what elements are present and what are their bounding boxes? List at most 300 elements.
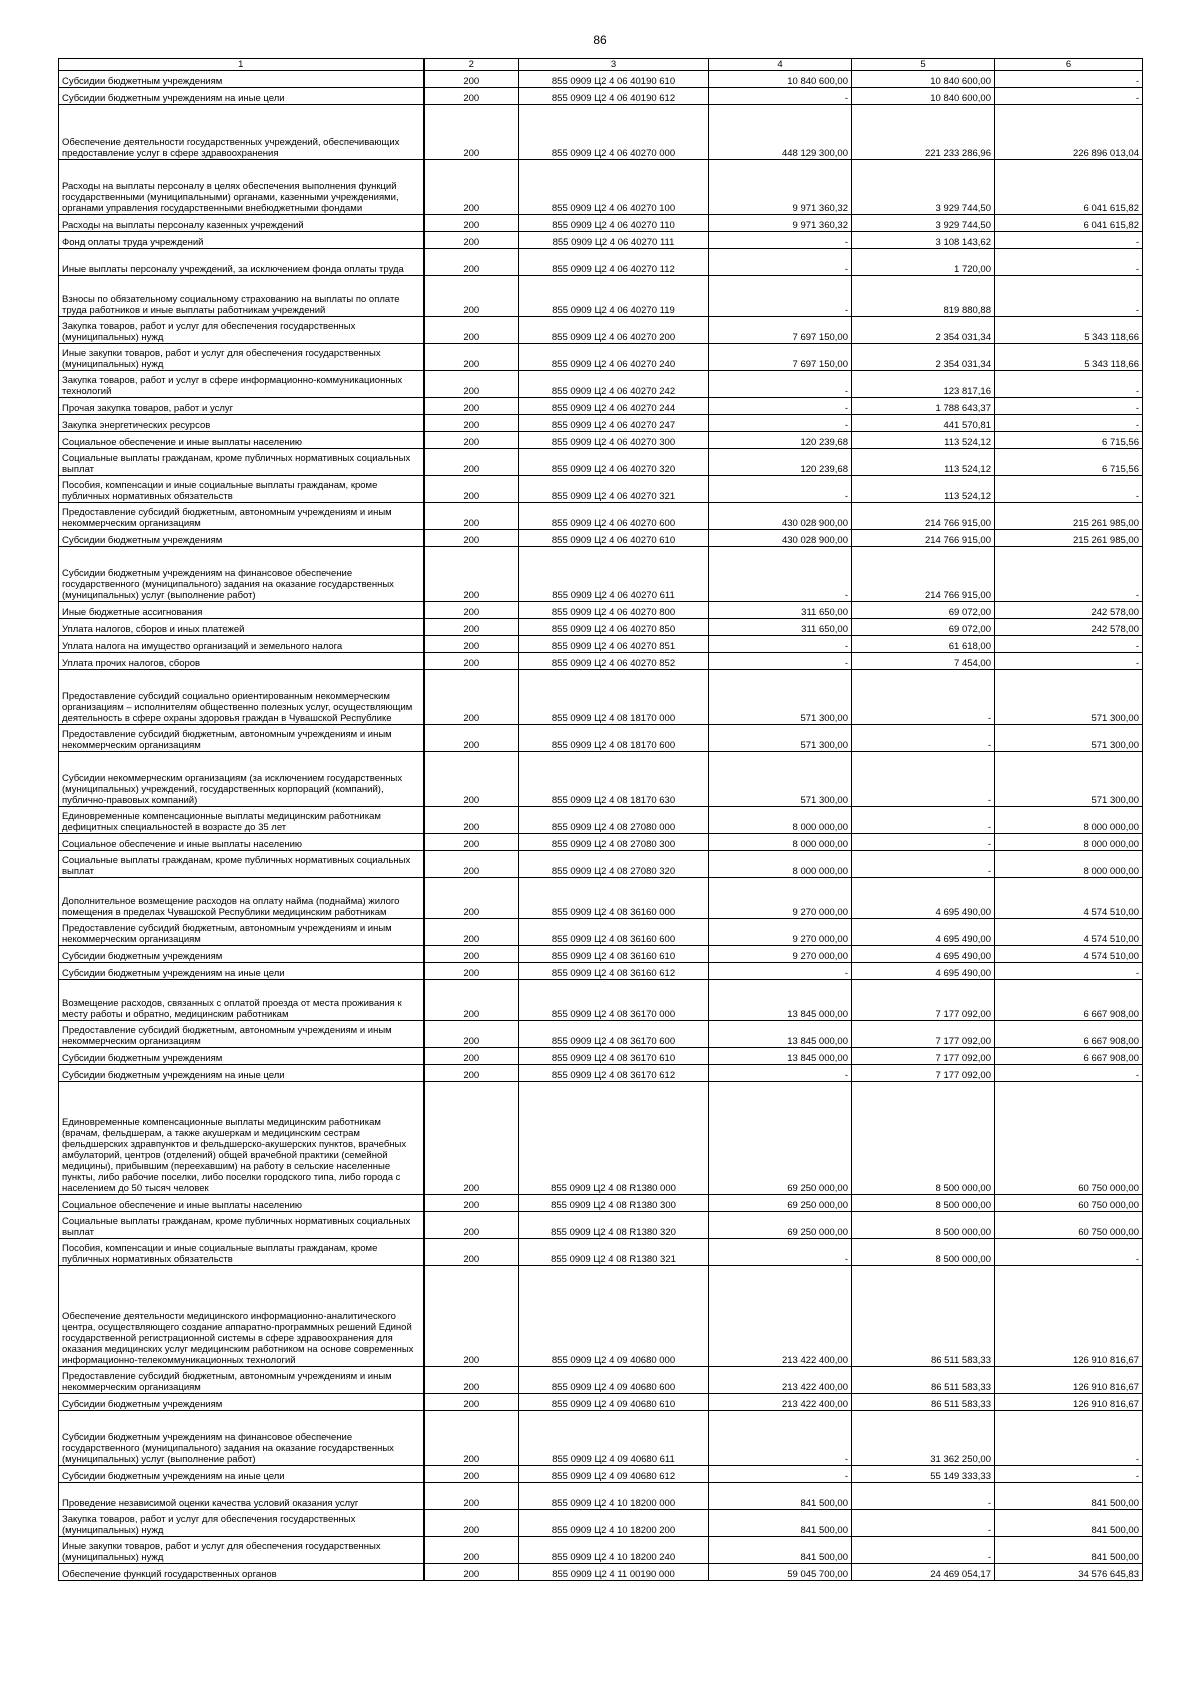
row-name-cell: Прочая закупка товаров, работ и услуг: [59, 398, 424, 415]
row-value-col4: 120 239,68: [709, 449, 852, 476]
row-col2-cell: 200: [424, 619, 519, 636]
row-value-col5: -: [852, 670, 995, 725]
row-value-col4: 7 697 150,00: [709, 317, 852, 344]
row-value-col4: 13 845 000,00: [709, 1021, 852, 1048]
row-code-cell: 855 0909 Ц2 4 06 40270 244: [519, 398, 709, 415]
row-value-col4: 430 028 900,00: [709, 530, 852, 547]
row-code-cell: 855 0909 Ц2 4 08 36160 600: [519, 919, 709, 946]
row-value-col6: 8 000 000,00: [995, 851, 1143, 878]
row-value-col6: 841 500,00: [995, 1510, 1143, 1537]
table-row: [59, 449, 1143, 476]
row-name-cell: Обеспечение деятельности медицинского информационно-аналитического центра, осуществляющего создание аппаратно-программных решений Единой государственной регистрационной системы в сфере здравоохранения для оказания медицинских услуг медицинским работником на основе современных информационно-телекоммуникационных технологий: [59, 1266, 424, 1367]
row-code-cell: 855 0909 Ц2 4 06 40270 851: [519, 636, 709, 653]
table-row: [59, 851, 1143, 878]
row-col2-cell: 200: [424, 1195, 519, 1212]
row-value-col6: 242 578,00: [995, 619, 1143, 636]
row-value-col5: 4 695 490,00: [852, 946, 995, 963]
row-name-cell: Иные выплаты персоналу учреждений, за исключением фонда оплаты труда: [59, 249, 424, 276]
row-value-col6: -: [995, 547, 1143, 602]
row-value-col4: -: [709, 232, 852, 249]
row-code-cell: 855 0909 Ц2 4 08 36170 000: [519, 980, 709, 1021]
row-value-col5: 86 511 583,33: [852, 1367, 995, 1394]
row-value-col6: 126 910 816,67: [995, 1394, 1143, 1411]
row-value-col5: 123 817,16: [852, 371, 995, 398]
row-col2-cell: 200: [424, 963, 519, 980]
table-row: [59, 232, 1143, 249]
row-value-col4: -: [709, 88, 852, 105]
row-value-col4: -: [709, 476, 852, 503]
table-row: [59, 1021, 1143, 1048]
row-col2-cell: 200: [424, 1537, 519, 1564]
row-code-cell: 855 0909 Ц2 4 06 40270 119: [519, 276, 709, 317]
table-row: [59, 71, 1143, 88]
row-value-col6: -: [995, 476, 1143, 503]
table-row: [59, 215, 1143, 232]
row-code-cell: 855 0909 Ц2 4 06 40270 320: [519, 449, 709, 476]
row-col2-cell: 200: [424, 919, 519, 946]
row-col2-cell: 200: [424, 1466, 519, 1483]
row-col2-cell: 200: [424, 670, 519, 725]
row-value-col4: -: [709, 276, 852, 317]
row-value-col4: 9 971 360,32: [709, 160, 852, 215]
row-col2-cell: 200: [424, 1564, 519, 1581]
row-name-cell: Закупка товаров, работ и услуг для обеспечения государственных (муниципальных) нужд: [59, 1510, 424, 1537]
row-value-col6: 8 000 000,00: [995, 807, 1143, 834]
row-value-col5: -: [852, 1510, 995, 1537]
row-value-col5: 86 511 583,33: [852, 1394, 995, 1411]
row-value-col4: 311 650,00: [709, 619, 852, 636]
row-value-col4: 311 650,00: [709, 602, 852, 619]
row-value-col4: 9 270 000,00: [709, 946, 852, 963]
row-value-col4: -: [709, 653, 852, 670]
row-value-col5: -: [852, 1483, 995, 1510]
row-name-cell: Субсидии бюджетным учреждениям: [59, 530, 424, 547]
table-row: [59, 105, 1143, 160]
row-code-cell: 855 0909 Ц2 4 06 40270 610: [519, 530, 709, 547]
table-row: [59, 249, 1143, 276]
row-code-cell: 855 0909 Ц2 4 06 40270 112: [519, 249, 709, 276]
row-name-cell: Единовременные компенсационные выплаты медицинским работникам (врачам, фельдшерам, а также акушеркам и медицинским сестрам фельдшерских здравпунктов и фельдшерско-акушерских пунктов, врачебных амбулаторий, центров (отделений) общей врачебной практики (семейной медицины), прибывшим (переехавшим) на работу в сельские населенные пункты, либо рабочие поселки, либо поселки городского типа, либо города с населением до 50 тысяч человек: [59, 1082, 424, 1195]
table-row: [59, 653, 1143, 670]
row-value-col5: 10 840 600,00: [852, 71, 995, 88]
row-code-cell: 855 0909 Ц2 4 06 40190 610: [519, 71, 709, 88]
row-code-cell: 855 0909 Ц2 4 06 40270 100: [519, 160, 709, 215]
row-value-col4: -: [709, 1466, 852, 1483]
row-value-col6: -: [995, 1466, 1143, 1483]
row-value-col4: 571 300,00: [709, 670, 852, 725]
row-value-col5: 113 524,12: [852, 449, 995, 476]
row-code-cell: 855 0909 Ц2 4 08 18170 600: [519, 725, 709, 752]
table-row: [59, 503, 1143, 530]
row-value-col4: 69 250 000,00: [709, 1082, 852, 1195]
row-name-cell: Иные закупки товаров, работ и услуг для обеспечения государственных (муниципальных) нужд: [59, 1537, 424, 1564]
row-value-col4: -: [709, 415, 852, 432]
row-col2-cell: 200: [424, 1411, 519, 1466]
row-value-col4: 8 000 000,00: [709, 834, 852, 851]
table-row: [59, 946, 1143, 963]
row-col2-cell: 200: [424, 415, 519, 432]
row-value-col5: 113 524,12: [852, 476, 995, 503]
row-value-col6: 6 041 615,82: [995, 215, 1143, 232]
table-row: [59, 980, 1143, 1021]
row-name-cell: Обеспечение деятельности государственных учреждений, обеспечивающих предоставление услуг в сфере здравоохранения: [59, 105, 424, 160]
row-value-col5: -: [852, 834, 995, 851]
row-value-col6: 126 910 816,67: [995, 1367, 1143, 1394]
row-value-col5: -: [852, 851, 995, 878]
row-col2-cell: 200: [424, 476, 519, 503]
row-value-col6: 571 300,00: [995, 752, 1143, 807]
row-value-col5: 2 354 031,34: [852, 317, 995, 344]
row-name-cell: Закупка товаров, работ и услуг для обеспечения государственных (муниципальных) нужд: [59, 317, 424, 344]
table-row: [59, 432, 1143, 449]
row-value-col4: 8 000 000,00: [709, 851, 852, 878]
row-value-col6: 6 715,56: [995, 449, 1143, 476]
row-value-col4: -: [709, 1065, 852, 1082]
row-code-cell: 855 0909 Ц2 4 06 40270 247: [519, 415, 709, 432]
row-value-col6: 6 041 615,82: [995, 160, 1143, 215]
row-col2-cell: 200: [424, 980, 519, 1021]
row-value-col6: 4 574 510,00: [995, 919, 1143, 946]
row-value-col4: 7 697 150,00: [709, 344, 852, 371]
row-value-col4: -: [709, 371, 852, 398]
row-col2-cell: 200: [424, 88, 519, 105]
row-value-col4: 213 422 400,00: [709, 1394, 852, 1411]
row-name-cell: Предоставление субсидий бюджетным, автономным учреждениям и иным некоммерческим организациям: [59, 1021, 424, 1048]
row-code-cell: 855 0909 Ц2 4 10 18200 000: [519, 1483, 709, 1510]
row-col2-cell: 200: [424, 160, 519, 215]
table-row: [59, 371, 1143, 398]
table-row: [59, 476, 1143, 503]
table-row: [59, 1048, 1143, 1065]
row-value-col5: 55 149 333,33: [852, 1466, 995, 1483]
row-value-col5: 214 766 915,00: [852, 503, 995, 530]
row-value-col5: 8 500 000,00: [852, 1212, 995, 1239]
table-row: [59, 1564, 1143, 1581]
row-value-col4: 213 422 400,00: [709, 1367, 852, 1394]
row-value-col4: -: [709, 547, 852, 602]
row-value-col6: -: [995, 415, 1143, 432]
row-name-cell: Субсидии бюджетным учреждениям на финансовое обеспечение государственного (муниципального) задания на оказание государственных (муниципальных) услуг (выполнение работ): [59, 547, 424, 602]
row-name-cell: Субсидии некоммерческим организациям (за исключением государственных (муниципальных) учреждений, государственных корпораций (компаний), публично-правовых компаний): [59, 752, 424, 807]
row-name-cell: Субсидии бюджетным учреждениям на иные цели: [59, 963, 424, 980]
row-code-cell: 855 0909 Ц2 4 06 40190 612: [519, 88, 709, 105]
table-row: [59, 807, 1143, 834]
row-name-cell: Предоставление субсидий бюджетным, автономным учреждениям и иным некоммерческим организациям: [59, 1367, 424, 1394]
row-name-cell: Социальные выплаты гражданам, кроме публичных нормативных социальных выплат: [59, 851, 424, 878]
row-col2-cell: 200: [424, 449, 519, 476]
table-row: [59, 636, 1143, 653]
row-value-col6: 4 574 510,00: [995, 878, 1143, 919]
row-name-cell: Обеспечение функций государственных органов: [59, 1564, 424, 1581]
row-col2-cell: 200: [424, 1483, 519, 1510]
row-col2-cell: 200: [424, 398, 519, 415]
table-row: [59, 602, 1143, 619]
table-row: [59, 752, 1143, 807]
row-value-col5: 10 840 600,00: [852, 88, 995, 105]
row-value-col6: -: [995, 963, 1143, 980]
row-value-col5: 441 570,81: [852, 415, 995, 432]
row-value-col6: -: [995, 398, 1143, 415]
row-value-col6: 6 667 908,00: [995, 980, 1143, 1021]
row-code-cell: 855 0909 Ц2 4 08 36170 610: [519, 1048, 709, 1065]
table-row: [59, 415, 1143, 432]
row-value-col6: 841 500,00: [995, 1483, 1143, 1510]
row-value-col5: -: [852, 807, 995, 834]
row-value-col5: 8 500 000,00: [852, 1195, 995, 1212]
row-value-col4: 9 270 000,00: [709, 919, 852, 946]
row-value-col4: -: [709, 1239, 852, 1266]
row-col2-cell: 200: [424, 105, 519, 160]
row-value-col6: 226 896 013,04: [995, 105, 1143, 160]
table-row: [59, 834, 1143, 851]
row-col2-cell: 200: [424, 1082, 519, 1195]
header-col-4: 4: [709, 59, 852, 71]
row-value-col6: 6 715,56: [995, 432, 1143, 449]
page-number: 86: [593, 33, 607, 47]
row-value-col5: 4 695 490,00: [852, 878, 995, 919]
row-value-col4: 571 300,00: [709, 752, 852, 807]
row-value-col4: 10 840 600,00: [709, 71, 852, 88]
row-code-cell: 855 0909 Ц2 4 06 40270 611: [519, 547, 709, 602]
row-col2-cell: 200: [424, 215, 519, 232]
row-col2-cell: 200: [424, 1510, 519, 1537]
row-code-cell: 855 0909 Ц2 4 08 R1380 300: [519, 1195, 709, 1212]
row-col2-cell: 200: [424, 1266, 519, 1367]
row-value-col6: 571 300,00: [995, 670, 1143, 725]
row-name-cell: Субсидии бюджетным учреждениям на иные цели: [59, 1466, 424, 1483]
row-value-col5: -: [852, 752, 995, 807]
row-value-col6: 242 578,00: [995, 602, 1143, 619]
row-name-cell: Пособия, компенсации и иные социальные выплаты гражданам, кроме публичных нормативных обязательств: [59, 476, 424, 503]
row-value-col5: 7 177 092,00: [852, 1048, 995, 1065]
row-col2-cell: 200: [424, 602, 519, 619]
row-col2-cell: 200: [424, 317, 519, 344]
table-row: [59, 670, 1143, 725]
table-row: [59, 1082, 1143, 1195]
row-col2-cell: 200: [424, 725, 519, 752]
row-value-col5: 7 177 092,00: [852, 1065, 995, 1082]
row-value-col5: 3 929 744,50: [852, 215, 995, 232]
row-code-cell: 855 0909 Ц2 4 08 36160 610: [519, 946, 709, 963]
row-value-col4: 841 500,00: [709, 1537, 852, 1564]
row-code-cell: 855 0909 Ц2 4 08 36170 600: [519, 1021, 709, 1048]
row-code-cell: 855 0909 Ц2 4 06 40270 850: [519, 619, 709, 636]
row-value-col6: -: [995, 636, 1143, 653]
table-row: [59, 1411, 1143, 1466]
row-name-cell: Иные бюджетные ассигнования: [59, 602, 424, 619]
row-value-col4: 59 045 700,00: [709, 1564, 852, 1581]
row-value-col6: 5 343 118,66: [995, 344, 1143, 371]
row-value-col4: -: [709, 636, 852, 653]
row-value-col6: 60 750 000,00: [995, 1212, 1143, 1239]
row-name-cell: Фонд оплаты труда учреждений: [59, 232, 424, 249]
row-code-cell: 855 0909 Ц2 4 09 40680 612: [519, 1466, 709, 1483]
row-code-cell: 855 0909 Ц2 4 09 40680 600: [519, 1367, 709, 1394]
row-value-col4: 430 028 900,00: [709, 503, 852, 530]
row-code-cell: 855 0909 Ц2 4 08 36160 612: [519, 963, 709, 980]
row-value-col4: -: [709, 963, 852, 980]
row-name-cell: Предоставление субсидий социально ориентированным некоммерческим организациям – исполнителям общественно полезных услуг, осуществляющим деятельность в сфере охраны здоровья граждан в Чувашской Республике: [59, 670, 424, 725]
row-code-cell: 855 0909 Ц2 4 06 40270 300: [519, 432, 709, 449]
row-col2-cell: 200: [424, 547, 519, 602]
table-row: [59, 1065, 1143, 1082]
row-value-col5: 819 880,88: [852, 276, 995, 317]
row-value-col6: 126 910 816,67: [995, 1266, 1143, 1367]
row-value-col4: -: [709, 398, 852, 415]
row-value-col5: 3 108 143,62: [852, 232, 995, 249]
row-value-col5: 8 500 000,00: [852, 1239, 995, 1266]
row-value-col6: -: [995, 1411, 1143, 1466]
row-col2-cell: 200: [424, 878, 519, 919]
row-value-col4: 841 500,00: [709, 1510, 852, 1537]
row-code-cell: 855 0909 Ц2 4 08 27080 300: [519, 834, 709, 851]
row-value-col6: 215 261 985,00: [995, 530, 1143, 547]
row-col2-cell: 200: [424, 432, 519, 449]
row-col2-cell: 200: [424, 344, 519, 371]
row-value-col4: 69 250 000,00: [709, 1195, 852, 1212]
row-col2-cell: 200: [424, 503, 519, 530]
row-col2-cell: 200: [424, 653, 519, 670]
row-value-col6: 60 750 000,00: [995, 1195, 1143, 1212]
row-col2-cell: 200: [424, 1367, 519, 1394]
row-name-cell: Субсидии бюджетным учреждениям: [59, 1394, 424, 1411]
row-name-cell: Предоставление субсидий бюджетным, автономным учреждениям и иным некоммерческим организациям: [59, 503, 424, 530]
row-value-col5: 69 072,00: [852, 619, 995, 636]
row-code-cell: 855 0909 Ц2 4 06 40270 200: [519, 317, 709, 344]
row-value-col5: 214 766 915,00: [852, 547, 995, 602]
row-col2-cell: 200: [424, 1048, 519, 1065]
row-code-cell: 855 0909 Ц2 4 09 40680 611: [519, 1411, 709, 1466]
row-col2-cell: 200: [424, 1212, 519, 1239]
row-value-col4: -: [709, 249, 852, 276]
row-value-col4: 448 129 300,00: [709, 105, 852, 160]
row-name-cell: Предоставление субсидий бюджетным, автономным учреждениям и иным некоммерческим организациям: [59, 725, 424, 752]
row-value-col4: 841 500,00: [709, 1483, 852, 1510]
table-row: [59, 88, 1143, 105]
header-row: [59, 59, 1143, 71]
header-col-1: 1: [59, 59, 424, 71]
row-value-col4: 9 270 000,00: [709, 878, 852, 919]
row-value-col6: -: [995, 653, 1143, 670]
row-name-cell: Социальное обеспечение и иные выплаты населению: [59, 1195, 424, 1212]
row-name-cell: Социальное обеспечение и иные выплаты населению: [59, 432, 424, 449]
row-name-cell: Иные закупки товаров, работ и услуг для обеспечения государственных (муниципальных) нужд: [59, 344, 424, 371]
row-code-cell: 855 0909 Ц2 4 08 27080 320: [519, 851, 709, 878]
table-row: [59, 1266, 1143, 1367]
table-row: [59, 1510, 1143, 1537]
row-col2-cell: 200: [424, 946, 519, 963]
row-name-cell: Закупка товаров, работ и услуг в сфере информационно-коммуникационных технологий: [59, 371, 424, 398]
table-row: [59, 919, 1143, 946]
table-row: [59, 547, 1143, 602]
row-value-col4: 571 300,00: [709, 725, 852, 752]
row-value-col6: 841 500,00: [995, 1537, 1143, 1564]
table-row: [59, 963, 1143, 980]
row-name-cell: Пособия, компенсации и иные социальные выплаты гражданам, кроме публичных нормативных обязательств: [59, 1239, 424, 1266]
row-code-cell: 855 0909 Ц2 4 06 40270 600: [519, 503, 709, 530]
row-code-cell: 855 0909 Ц2 4 06 40270 852: [519, 653, 709, 670]
table-row: [59, 317, 1143, 344]
header-col-6: 6: [995, 59, 1143, 71]
row-value-col4: 213 422 400,00: [709, 1266, 852, 1367]
table-row: [59, 1212, 1143, 1239]
header-col-3: 3: [519, 59, 709, 71]
row-value-col6: -: [995, 276, 1143, 317]
row-value-col6: 8 000 000,00: [995, 834, 1143, 851]
row-code-cell: 855 0909 Ц2 4 06 40270 110: [519, 215, 709, 232]
row-col2-cell: 200: [424, 851, 519, 878]
row-name-cell: Субсидии бюджетным учреждениям на иные цели: [59, 88, 424, 105]
row-code-cell: 855 0909 Ц2 4 06 40270 240: [519, 344, 709, 371]
row-name-cell: Субсидии бюджетным учреждениям на финансовое обеспечение государственного (муниципального) задания на оказание государственных (муниципальных) услуг (выполнение работ): [59, 1411, 424, 1466]
row-value-col6: 4 574 510,00: [995, 946, 1143, 963]
row-name-cell: Расходы на выплаты персоналу в целях обеспечения выполнения функций государственными (муниципальными) органами, казенными учреждениями, органами управления государственными внебюджетными фондами: [59, 160, 424, 215]
row-value-col6: 215 261 985,00: [995, 503, 1143, 530]
row-code-cell: 855 0909 Ц2 4 09 40680 000: [519, 1266, 709, 1367]
row-code-cell: 855 0909 Ц2 4 10 18200 200: [519, 1510, 709, 1537]
row-value-col5: 4 695 490,00: [852, 963, 995, 980]
row-code-cell: 855 0909 Ц2 4 08 27080 000: [519, 807, 709, 834]
row-col2-cell: 200: [424, 1065, 519, 1082]
row-code-cell: 855 0909 Ц2 4 09 40680 610: [519, 1394, 709, 1411]
header-col-5: 5: [852, 59, 995, 71]
table-row: [59, 398, 1143, 415]
row-value-col4: -: [709, 1411, 852, 1466]
row-code-cell: 855 0909 Ц2 4 08 36170 612: [519, 1065, 709, 1082]
row-col2-cell: 200: [424, 1239, 519, 1266]
row-value-col5: 3 929 744,50: [852, 160, 995, 215]
row-code-cell: 855 0909 Ц2 4 08 18170 000: [519, 670, 709, 725]
row-col2-cell: 200: [424, 232, 519, 249]
row-name-cell: Социальные выплаты гражданам, кроме публичных нормативных социальных выплат: [59, 1212, 424, 1239]
row-value-col6: -: [995, 71, 1143, 88]
row-code-cell: 855 0909 Ц2 4 08 18170 630: [519, 752, 709, 807]
row-value-col4: 120 239,68: [709, 432, 852, 449]
row-value-col6: -: [995, 88, 1143, 105]
table-row: [59, 276, 1143, 317]
row-value-col5: 31 362 250,00: [852, 1411, 995, 1466]
table-row: [59, 1239, 1143, 1266]
row-name-cell: Возмещение расходов, связанных с оплатой проезда от места проживания к месту работы и обратно, медицинским работникам: [59, 980, 424, 1021]
row-name-cell: Расходы на выплаты персоналу казенных учреждений: [59, 215, 424, 232]
row-value-col6: -: [995, 1239, 1143, 1266]
row-value-col5: 24 469 054,17: [852, 1564, 995, 1581]
row-col2-cell: 200: [424, 530, 519, 547]
row-col2-cell: 200: [424, 752, 519, 807]
table-row: [59, 160, 1143, 215]
row-value-col5: 69 072,00: [852, 602, 995, 619]
row-name-cell: Предоставление субсидий бюджетным, автономным учреждениям и иным некоммерческим организациям: [59, 919, 424, 946]
row-col2-cell: 200: [424, 807, 519, 834]
row-code-cell: 855 0909 Ц2 4 06 40270 000: [519, 105, 709, 160]
table-row: [59, 530, 1143, 547]
row-value-col4: 69 250 000,00: [709, 1212, 852, 1239]
row-col2-cell: 200: [424, 1021, 519, 1048]
table-row: [59, 878, 1143, 919]
table-row: [59, 1367, 1143, 1394]
row-value-col5: 214 766 915,00: [852, 530, 995, 547]
row-value-col5: 8 500 000,00: [852, 1082, 995, 1195]
row-name-cell: Социальные выплаты гражданам, кроме публичных нормативных социальных выплат: [59, 449, 424, 476]
row-code-cell: 855 0909 Ц2 4 06 40270 111: [519, 232, 709, 249]
row-value-col6: -: [995, 232, 1143, 249]
row-name-cell: Субсидии бюджетным учреждениям: [59, 946, 424, 963]
row-name-cell: Проведение независимой оценки качества условий оказания услуг: [59, 1483, 424, 1510]
row-name-cell: Уплата налога на имущество организаций и земельного налога: [59, 636, 424, 653]
row-col2-cell: 200: [424, 1394, 519, 1411]
row-value-col6: 571 300,00: [995, 725, 1143, 752]
table-row: [59, 619, 1143, 636]
